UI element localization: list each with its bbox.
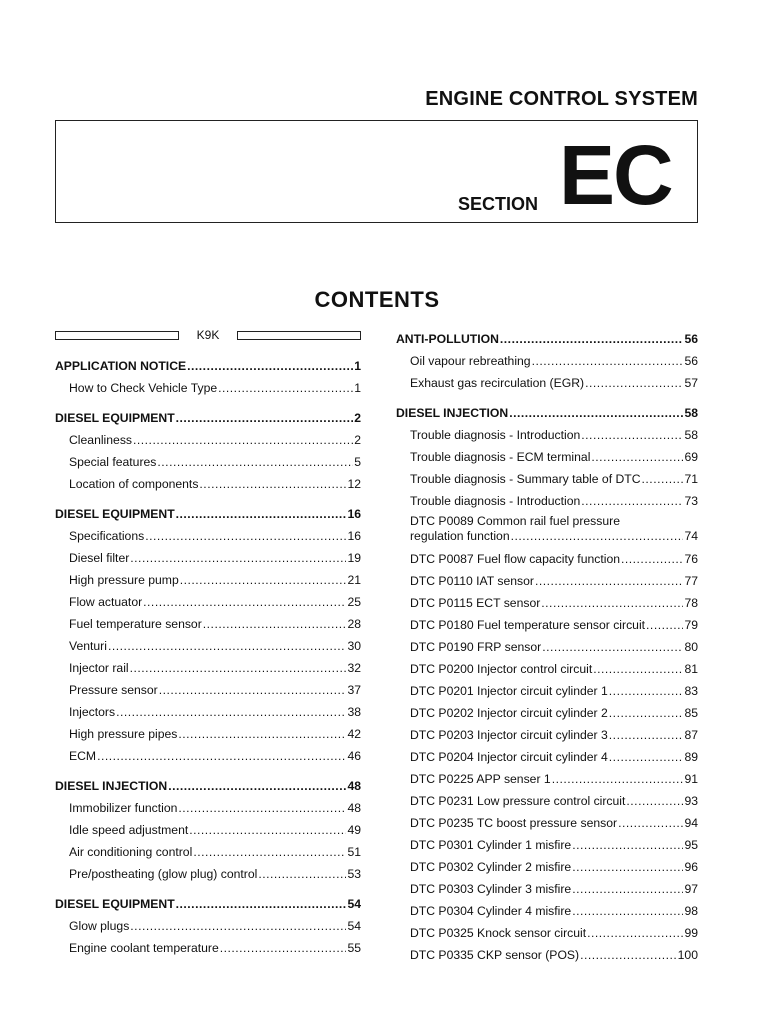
- toc-leader-dots: [542, 640, 683, 654]
- toc-entry-title: DTC P0110 IAT sensor: [410, 574, 534, 588]
- toc-entry[interactable]: [396, 874, 698, 896]
- toc-leader-dots: [189, 823, 346, 837]
- toc-page-number: 99: [684, 926, 698, 940]
- toc-page-number: 48: [347, 801, 361, 815]
- toc-entry-title: DTC P0190 FRP sensor: [410, 640, 542, 654]
- toc-page-number: 57: [684, 376, 698, 390]
- toc-leader-dots: [572, 860, 683, 874]
- toc-entry-title: Exhaust gas recirculation (EGR): [410, 376, 585, 390]
- toc-leader-dots: [511, 529, 684, 544]
- toc-entry[interactable]: [55, 543, 361, 565]
- toc-entry[interactable]: [396, 852, 698, 874]
- toc-page-number: 81: [684, 662, 698, 676]
- toc-entry-title: Location of components: [69, 477, 199, 491]
- toc-entry[interactable]: [396, 610, 698, 632]
- toc-entry-title: DTC P0115 ECT sensor: [410, 596, 541, 610]
- toc-entry[interactable]: [396, 566, 698, 588]
- toc-page-number: 32: [347, 661, 361, 675]
- toc-page-number: 71: [684, 472, 698, 486]
- toc-page-number: 38: [347, 705, 361, 719]
- toc-right-column: [396, 323, 698, 962]
- toc-page-number: 89: [684, 750, 698, 764]
- toc-leader-dots: [180, 573, 347, 587]
- toc-entry[interactable]: [396, 632, 698, 654]
- toc-page-number: 58: [684, 406, 698, 420]
- toc-leader-dots: [116, 705, 346, 719]
- toc-page-number: 76: [684, 552, 698, 566]
- toc-leader-dots: [145, 529, 346, 543]
- section-code: EC: [559, 128, 672, 222]
- toc-entry-title: Venturi: [69, 639, 107, 653]
- toc-page-number: 25: [347, 595, 361, 609]
- toc-entry-title: DTC P0203 Injector circuit cylinder 3: [410, 728, 608, 742]
- toc-entry-title: DTC P0204 Injector circuit cylinder 4: [410, 750, 608, 764]
- toc-entry-title: High pressure pump: [69, 573, 179, 587]
- toc-leader-dots: [609, 684, 684, 698]
- toc-page-number: 42: [347, 727, 361, 741]
- toc-entry-title: DTC P0325 Knock sensor circuit: [410, 926, 587, 940]
- toc-entry[interactable]: [396, 786, 698, 808]
- toc-page-number: 51: [347, 845, 361, 859]
- toc-page-number: 96: [684, 860, 698, 874]
- toc-leader-dots: [178, 727, 346, 741]
- toc-entry[interactable]: [55, 447, 361, 469]
- toc-page-number: 48: [347, 779, 361, 793]
- toc-page-number: 73: [684, 494, 698, 508]
- toc-leader-dots: [130, 551, 346, 565]
- toc-page-number: 78: [684, 596, 698, 610]
- toc-page-number: 1: [354, 381, 361, 395]
- toc-entry-title-continued: regulation function: [410, 529, 510, 543]
- toc-entry[interactable]: [55, 697, 361, 719]
- toc-entry-title: DTC P0225 APP senser 1: [410, 772, 551, 786]
- model-code: K9K: [196, 328, 220, 342]
- toc-page-number: 74: [684, 529, 698, 543]
- toc-page-number: 2: [354, 411, 361, 425]
- toc-entry[interactable]: [396, 918, 698, 940]
- toc-section-heading[interactable]: [55, 350, 361, 373]
- toc-leader-dots: [500, 332, 684, 346]
- toc-entry[interactable]: [396, 654, 698, 676]
- toc-page-number: 5: [354, 455, 361, 469]
- toc-page-number: 49: [347, 823, 361, 837]
- toc-section-heading[interactable]: [55, 402, 361, 425]
- toc-leader-dots: [541, 596, 683, 610]
- toc-page-number: 85: [684, 706, 698, 720]
- toc-entry[interactable]: [396, 698, 698, 720]
- toc-entry[interactable]: [396, 720, 698, 742]
- toc-entry[interactable]: [396, 940, 698, 962]
- toc-leader-dots: [130, 661, 347, 675]
- toc-page-number: 54: [347, 897, 361, 911]
- toc-page-number: 79: [684, 618, 698, 632]
- model-code-row: [55, 323, 361, 347]
- toc-page-number: 55: [347, 941, 361, 955]
- toc-entry[interactable]: [55, 373, 361, 395]
- toc-page-number: 58: [684, 428, 698, 442]
- toc-leader-dots: [218, 381, 353, 395]
- toc-entry[interactable]: [55, 653, 361, 675]
- toc-leader-dots: [580, 948, 677, 962]
- toc-leader-dots: [157, 455, 353, 469]
- toc-leader-dots: [591, 450, 683, 464]
- toc-page-number: 80: [684, 640, 698, 654]
- toc-entry[interactable]: [55, 719, 361, 741]
- toc-leader-dots: [581, 428, 683, 442]
- toc-leader-dots: [143, 595, 346, 609]
- toc-section-heading[interactable]: [396, 397, 698, 420]
- toc-entry-title: High pressure pipes: [69, 727, 178, 741]
- toc-section-heading[interactable]: [55, 498, 361, 521]
- toc-page-number: 91: [684, 772, 698, 786]
- toc-page-number: 1: [354, 359, 361, 373]
- toc-entry-title: Special features: [69, 455, 157, 469]
- toc-leader-dots: [176, 507, 347, 521]
- toc-entry[interactable]: [396, 346, 698, 368]
- model-bar-left: [55, 331, 179, 340]
- toc-entry-title: Glow plugs: [69, 919, 130, 933]
- toc-leader-dots: [572, 882, 683, 896]
- model-bar-right: [237, 331, 361, 340]
- toc-leader-dots: [585, 376, 683, 390]
- toc-entry-title: Trouble diagnosis - Summary table of DTC: [410, 472, 641, 486]
- toc-entry-title: Engine coolant temperature: [69, 941, 219, 955]
- toc-left-column: [55, 323, 361, 955]
- toc-leader-dots: [618, 816, 683, 830]
- toc-leader-dots: [552, 772, 684, 786]
- toc-entry[interactable]: [55, 793, 361, 815]
- toc-entry[interactable]: [396, 368, 698, 390]
- toc-page-number: 95: [684, 838, 698, 852]
- toc-entry-title: DTC P0304 Cylinder 4 misfire: [410, 904, 572, 918]
- document-title: ENGINE CONTROL SYSTEM: [425, 88, 698, 110]
- toc-page-number: 30: [347, 639, 361, 653]
- toc-entry[interactable]: [55, 815, 361, 837]
- toc-entry-title: Idle speed adjustment: [69, 823, 189, 837]
- toc-leader-dots: [187, 359, 353, 373]
- toc-entry-title: APPLICATION NOTICE: [55, 359, 187, 373]
- toc-entry-title: DTC P0303 Cylinder 3 misfire: [410, 882, 572, 896]
- toc-leader-dots: [193, 845, 346, 859]
- toc-entry[interactable]: [55, 425, 361, 447]
- toc-page-number: 46: [347, 749, 361, 763]
- toc-page-number: 54: [347, 919, 361, 933]
- toc-page-number: 56: [684, 354, 698, 368]
- toc-left-list: [55, 350, 361, 955]
- toc-entry-title: Specifications: [69, 529, 145, 543]
- toc-leader-dots: [642, 472, 684, 486]
- toc-leader-dots: [176, 411, 354, 425]
- toc-entry-title: DTC P0089 Common rail fuel pressure: [410, 514, 620, 528]
- toc-entry-title: DIESEL EQUIPMENT: [55, 897, 175, 911]
- toc-entry-title: Trouble diagnosis - Introduction: [410, 428, 581, 442]
- toc-leader-dots: [572, 838, 683, 852]
- toc-leader-dots: [587, 926, 683, 940]
- toc-page-number: 100: [677, 948, 698, 962]
- toc-entry-title: Immobilizer function: [69, 801, 178, 815]
- toc-entry[interactable]: [396, 808, 698, 830]
- toc-entry-title: Diesel filter: [69, 551, 130, 565]
- toc-page-number: 21: [347, 573, 361, 587]
- toc-page-number: 16: [347, 529, 361, 543]
- toc-page-number: 94: [684, 816, 698, 830]
- toc-entry[interactable]: [396, 464, 698, 486]
- toc-entry-title: Fuel temperature sensor: [69, 617, 202, 631]
- toc-leader-dots: [572, 904, 683, 918]
- toc-leader-dots: [626, 794, 683, 808]
- toc-entry-title: DTC P0202 Injector circuit cylinder 2: [410, 706, 608, 720]
- section-label: SECTION: [458, 194, 539, 214]
- toc-entry-title: Pressure sensor: [69, 683, 158, 697]
- toc-entry[interactable]: [396, 442, 698, 464]
- toc-entry[interactable]: [55, 911, 361, 933]
- toc-leader-dots: [97, 749, 346, 763]
- toc-entry-title: How to Check Vehicle Type: [69, 381, 218, 395]
- toc-entry-title: DTC P0231 Low pressure control circuit: [410, 794, 626, 808]
- toc-leader-dots: [176, 897, 347, 911]
- toc-entry-title: DIESEL EQUIPMENT: [55, 507, 175, 521]
- toc-entry[interactable]: [55, 631, 361, 653]
- toc-page-number: 93: [684, 794, 698, 808]
- toc-entry[interactable]: [55, 469, 361, 491]
- toc-entry-title: Oil vapour rebreathing: [410, 354, 531, 368]
- toc-page-number: 37: [347, 683, 361, 697]
- toc-entry[interactable]: [55, 859, 361, 881]
- toc-page-number: 28: [347, 617, 361, 631]
- toc-entry[interactable]: [55, 675, 361, 697]
- toc-entry[interactable]: [396, 896, 698, 918]
- toc-entry[interactable]: [396, 588, 698, 610]
- toc-leader-dots: [593, 662, 683, 676]
- toc-leader-dots: [203, 617, 347, 631]
- toc-entry-title: ECM: [69, 749, 97, 763]
- toc-leader-dots: [220, 941, 347, 955]
- toc-page-number: 53: [347, 867, 361, 881]
- toc-page-number: 19: [347, 551, 361, 565]
- toc-leader-dots: [509, 406, 683, 420]
- toc-leader-dots: [609, 750, 684, 764]
- toc-entry-title: DIESEL INJECTION: [55, 779, 168, 793]
- toc-page-number: 87: [684, 728, 698, 742]
- toc-entry[interactable]: [396, 742, 698, 764]
- toc-entry[interactable]: [396, 420, 698, 442]
- toc-entry[interactable]: [55, 609, 361, 631]
- toc-entry-title: Pre/postheating (glow plug) control: [69, 867, 258, 881]
- toc-entry[interactable]: [55, 521, 361, 543]
- toc-leader-dots: [159, 683, 347, 697]
- toc-entry[interactable]: [55, 837, 361, 859]
- toc-page-number: 16: [347, 507, 361, 521]
- toc-leader-dots: [535, 574, 683, 588]
- toc-leader-dots: [168, 779, 346, 793]
- section-header-box: [55, 120, 698, 223]
- toc-entry-title: Air conditioning control: [69, 845, 193, 859]
- toc-page-number: 77: [684, 574, 698, 588]
- toc-leader-dots: [108, 639, 346, 653]
- toc-page-number: 97: [684, 882, 698, 896]
- toc-entry-title: DIESEL EQUIPMENT: [55, 411, 175, 425]
- toc-entry-title: Cleanliness: [69, 433, 133, 447]
- toc-entry-title: DTC P0302 Cylinder 2 misfire: [410, 860, 572, 874]
- toc-entry-title: DTC P0087 Fuel flow capacity function: [410, 552, 620, 566]
- toc-entry[interactable]: [396, 486, 698, 508]
- toc-entry-title: DTC P0201 Injector circuit cylinder 1: [410, 684, 608, 698]
- toc-leader-dots: [258, 867, 346, 881]
- toc-entry[interactable]: [396, 544, 698, 566]
- toc-entry-title: Injectors: [69, 705, 116, 719]
- toc-entry[interactable]: [396, 514, 698, 544]
- toc-leader-dots: [581, 494, 683, 508]
- toc-page-number: 12: [347, 477, 361, 491]
- toc-section-heading[interactable]: [55, 770, 361, 793]
- contents-title: CONTENTS: [314, 287, 440, 312]
- toc-entry-title: ANTI-POLLUTION: [396, 332, 499, 346]
- toc-entry-title: Injector rail: [69, 661, 129, 675]
- toc-section-heading[interactable]: [396, 323, 698, 346]
- toc-entry-title: DTC P0235 TC boost pressure sensor: [410, 816, 618, 830]
- toc-leader-dots: [646, 618, 683, 632]
- toc-page-number: 56: [684, 332, 698, 346]
- toc-leader-dots: [178, 801, 346, 815]
- toc-entry-title: DTC P0335 CKP sensor (POS): [410, 948, 580, 962]
- toc-leader-dots: [199, 477, 346, 491]
- toc-entry[interactable]: [55, 565, 361, 587]
- toc-entry-title: Trouble diagnosis - ECM terminal: [410, 450, 591, 464]
- toc-leader-dots: [609, 706, 684, 720]
- toc-leader-dots: [133, 433, 353, 447]
- toc-entry[interactable]: [396, 830, 698, 852]
- toc-right-list: [396, 323, 698, 962]
- toc-entry[interactable]: [396, 764, 698, 786]
- toc-page-number: 69: [684, 450, 698, 464]
- toc-page-number: 83: [684, 684, 698, 698]
- toc-entry[interactable]: [55, 587, 361, 609]
- toc-leader-dots: [532, 354, 684, 368]
- toc-entry[interactable]: [396, 676, 698, 698]
- toc-entry-title: Trouble diagnosis - Introduction: [410, 494, 581, 508]
- toc-entry-title: DTC P0180 Fuel temperature sensor circuit: [410, 618, 646, 632]
- toc-entry-title: DTC P0301 Cylinder 1 misfire: [410, 838, 572, 852]
- toc-section-heading[interactable]: [55, 888, 361, 911]
- toc-entry[interactable]: [55, 741, 361, 763]
- toc-leader-dots: [130, 919, 346, 933]
- toc-leader-dots: [621, 552, 683, 566]
- toc-entry-title: DTC P0200 Injector control circuit: [410, 662, 593, 676]
- toc-entry[interactable]: [55, 933, 361, 955]
- toc-page-number: 2: [354, 433, 361, 447]
- toc-entry-title: DIESEL INJECTION: [396, 406, 509, 420]
- toc-leader-dots: [609, 728, 684, 742]
- toc-page-number: 98: [684, 904, 698, 918]
- toc-entry-title: Flow actuator: [69, 595, 143, 609]
